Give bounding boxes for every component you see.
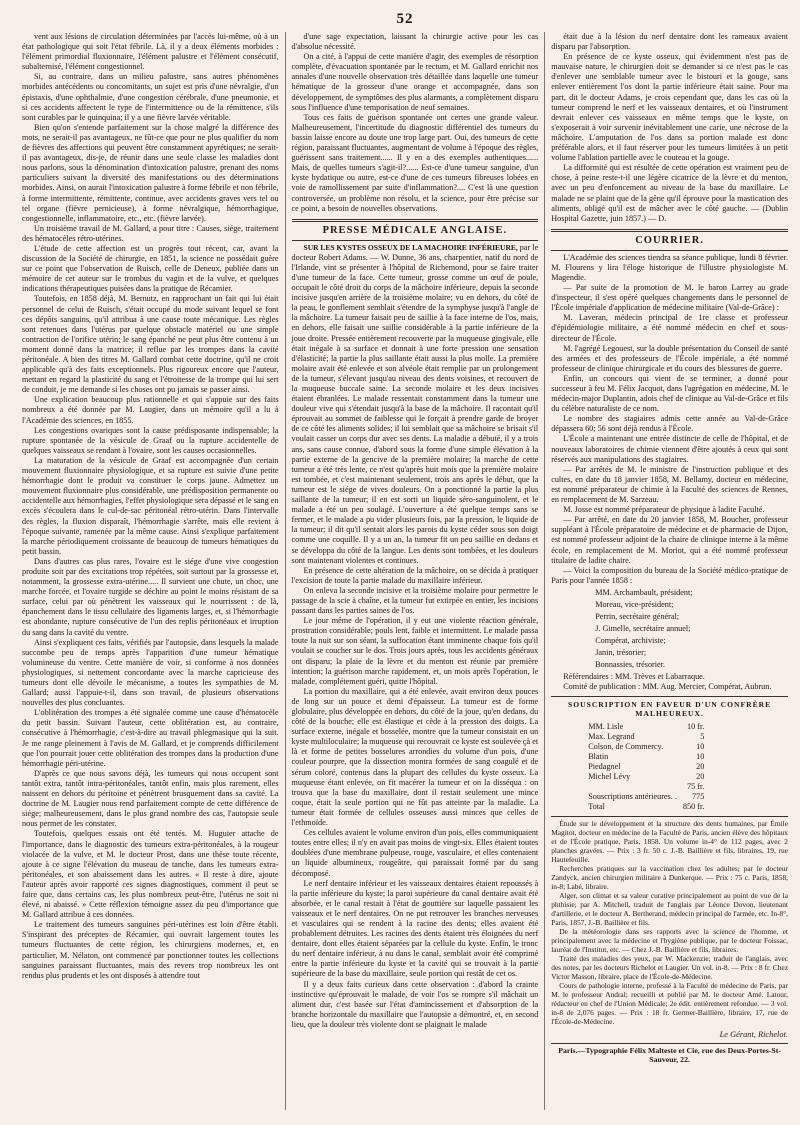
page-number: 52: [396, 11, 414, 27]
paragraph: Ces cellules avaient le volume environ d'un pois, elles communiquaient toutes entre elles; il n'y en avait pas moins de vingt-six. Elles étaient toutes doublées d'une membrane pulpeuse, rouge, vasculaire, et elles contenaient un liquide albumineux, rougeâtre, qui paraissait formé par du sang décomposé.: [291, 828, 539, 878]
paragraph-text: par le docteur Robert Adams. — W. Dunne, 36 ans, charpentier, natif du nord de l'Irlande, vint se présenter à l'hôpital de Richemond, pour se faire traiter d'une tumeur de la face. Cette tumeur, grosse comme un œuf de poule, occupait le côté droit du corps de la mâchoire inférieure, depuis la seconde incisive jusqu'en arrière de la troisième molaire; vu en dehors, du côté de la peau, le gonflement semblait s'étendre de la symphyse jusqu'à l'angle de la mâchoire. La tumeur faisait peu de saillie à la face interne de l'os, mais, en dehors, elle faisait une saillie considérable à la partie inférieure de la joue droite. Pressée entièrement recouverte par la muqueuse gingivale, elle était inégale à sa surface et donnait à une forte pression une sensation d'élasticité; la partie la plus saillante était aussi la plus molle. La première molaire avait été enlevée et son alvéole était remplie par un prolongement de la tumeur, s'élevant jusqu'au niveau des dents voisines, et recouvert de la muqueuse buccale saine. La seconde molaire et les deux incisives étaient ébranlées. Le malade ressentait constamment dans la tumeur une douleur vive qui s'étendait jusqu'à la base de la mâchoire. Il racontait qu'il éprouvait au sommet de faiblesse qui le forçait à prendre garde de broyer de ce côté les aliments solides; il lui semblait que sa mâchoire se brisait s'il voulait casser un corps dur avec ses dents. La maladie a débuté, il y a trois ans, sans cause connue, d'abord sous la forme d'une simple élévation à la partie externe de la gencive de la première molaire; la marche de cette tumeur a été très lente, ce n'est qu'après huit mois que la première molaire est tombée, et c'est maintenant seulement, trois ans après le début, que la tumeur est le siége de vives douleurs. On a ponctionné la partie la plus saillante de la tumeur; il en est sorti un liquide séro-sanguinolent, et le malade a été un peu soulagé. L'ouverture a été quelque temps sans se fermer, et le malade a pu vider plusieurs fois, par la pression, le liquide de la tumeur; il dit qu'il sentait alors les parois du kyste céder sous son doigt comme une coquille. Il y a un an, la tumeur fit un peu saillie en dedans et se développa du côté de la langue. Les dents sont tombées, et les douleurs sont maintenant violentes et continues.: [291, 242, 539, 565]
section-title-courrier: COURRIER.: [635, 234, 704, 246]
expectation-text: [292, 32, 539, 214]
paragraph: En présence de ce kyste osseux, qui évidemment n'est pas de mauvaise nature, le chirurgien doit se demander si ce n'est pas le cas d'enlever une semblable tumeur avec le bistouri et la gouge, sans enlever entièrement l'os dont la partie inférieure était saine. Pour ma part, dit le docteur Adams, je crois cependant que, dans les cas où la tumeur comprend le nerf et les vaisseaux dentaires, et où l'instrument devrait enlever ces vaisseaux en même temps que le kyste, on s'exposerait à voir survenir inévitablement une carie, une nécrose de la mâchoire. L'amputation de l'os dans sa portion malade est donc préférable alors, et il faut réserver pour les tumeurs limitées à un petit volume l'ablation partielle avec le couteau et la gouge.: [551, 52, 788, 163]
table-row: [585, 722, 707, 732]
paragraph: [292, 243, 539, 566]
divider: [551, 816, 788, 817]
bibliography-entry: Recherches pratiques sur la vaccination chez les adultes; par le docteur Zandyck, ancien chirurgien militaire à Dunkerque. — Prix : 75 c. Paris, 1858, in-8; Labé, libraire.: [551, 864, 788, 892]
subscriber-amount: 20: [696, 772, 705, 782]
table-row: [585, 762, 707, 772]
bibliography-entry: Alger, son climat et sa valeur curative principalement au point de vue de la phthisie; par A. Mitchell, traduit de l'anglais par Léonce Dovon, lieutenant d'artillerie, et le docteur A. Bertherand, médecin principal de l'armée, etc. In-8°, Paris, 1857, J.-B. Baillière et fils.: [551, 891, 788, 928]
column-middle: [285, 32, 546, 1110]
table-row: [585, 742, 707, 752]
gerant: Le Gérant, Richelot.: [719, 1030, 788, 1040]
paragraph: Le nombre des stagiaires admis cette année au Val-de-Grâce dépassera 60; 56 sont déjà rendus à l'École.: [551, 414, 788, 434]
paragraph: M. l'agrégé Legouest, sur la double présentation du Conseil de santé des armées et des professeurs de l'École impériale, a été nommé professeur de clinique chirurgicale et du cours des blessures de guerre.: [551, 343, 788, 373]
paragraph: Dans d'autres cas plus rares, l'ovaire est le siége d'une vive congestion produite soit par des excitations trop répétées, soit surtout par la grossesse et, notamment, la grossesse extra-utérine..... Il survient une chute, un choc, une marche forcée, et l'ovaire turgide se déchire au point le moins résistant de sa surface, celui par où pénètrent les vaisseaux qui le nourrissent : de là, épanchement dans le tissu cellulaire des ligaments larges, et, si l'hémorrhagie est abondante, rupture consécutive de l'un des replis péritonéaux et irruption du sang dans la cavité du ventre.: [22, 556, 279, 637]
paragraph: Le traitement des tumeurs sanguines péri-utérines est loin d'être établi. S'inspirant des préceptes de Récamier, qui ouvrait largement toutes les tumeurs fluctuantes de cette région, les chirurgiens modernes, et, en particulier, M. Nélaton, ont commencé par ponctionner toutes les collections sanguines paraissant fluctuantes, mais des revers trop nombreux les ont rendus plus prudents et les ont disposés à attendre tout: [22, 920, 279, 980]
paragraph: M. Josse est nommé préparateur de physique à ladite Faculté.: [563, 505, 765, 515]
paragraph: En présence de cette altération de la mâchoire, on se décida à pratiquer l'excision de toute la partie malade du maxillaire inférieur.: [291, 565, 539, 585]
paragraph: La difformité qui est résultée de cette opération est vraiment peu de chose, à peine reste-t-il une légère cicatrice de la lèvre et du menton, avec un peu d'enfoncement au niveau de la base du maxillaire. Le malade ne se plaint que de la gêne qu'il éprouve pour la mastication des aliments, obligé qu'il est de mâcher avec le côté gauche. — (Dublin Hospital Gazette, juin 1857.) — D.: [551, 163, 788, 223]
subscriber-amount: 10: [696, 752, 705, 762]
bibliography: [551, 819, 788, 1026]
columns: [22, 32, 788, 1110]
paragraph: vent aux lésions de circulation déterminées par l'accès lui-même, où à un état pathologique qui soit l'état fébrile. Là, il y a deux éléments morbides : l'élément primordial fluxionnaire, l'élément palustre et l'élément consécutif, subalternisé, l'élément congestionnel.: [22, 32, 279, 72]
bureau-member: Compérat, archiviste;: [595, 635, 666, 645]
paragraph: L'Académie des sciences tiendra sa séance publique, lundi 8 février. M. Flourens y lira l'éloge historique de l'illustre physiologiste M. Magendie.: [551, 252, 788, 282]
kystes-article-continued: [551, 32, 788, 224]
paragraph: La portion du maxillaire, qui a été enlevée, avait environ deux pouces de long sur un pouce et demi d'épaisseur. La tumeur est de forme globulaire, plus développée en dehors, du côté de la joue, qu'en dedans, du côté de la bouche; elle est élastique et cède à la pression des doigts. La surface externe, inégale et bosselée, montre que la tumeur consistait en un kyste multiloculaire; la muqueuse qui recouvrait ce kyste est soulevée çà et là et forme de petites bosselures arrondies du volume d'un pois, d'une couleur pourpre, que la dissection montra formées de sang coagulé et de sérum coloré, contenus dans la plupart des cellules du kyste osseux. La muqueuse étant enlevée, on fit macérer la tumeur et on la disséqua : on trouva que la base du maxillaire, dont il restait seulement une mince coque, était la seule portion qui ne fût pas atteinte par la maladie. La tumeur était formée de cellules osseuses aussi minces que celles de l'ethmoïde.: [291, 686, 539, 828]
previous-label: Souscriptions antérieures. .: [588, 792, 677, 802]
divider: [292, 240, 539, 241]
subscriber-amount: 20: [696, 762, 705, 772]
paragraph: Il y a deux faits curieux dans cette observation : d'abord la crainte instinctive qu'éprouvait le malade, de voir l'os se rompre s'il mâchait un aliment dur, c'est basée sur l'état d'amincissement et d'absorption de la branche horizontale du maxillaire que l'autopsie a démontré, et, en second lieu, que la douleur très violente dont se plaignait le malade: [291, 979, 539, 1029]
section-title-presse: PRESSE MÉDICALE ANGLAISE.: [322, 224, 508, 236]
previous-amount: 775: [692, 792, 705, 802]
subscriber-amount: 10 fr.: [686, 722, 705, 732]
paragraph: Le jour même de l'opération, il y eut une violente réaction générale, prostration considérable; pouls lent, faible et intermittent. Le malade passa toute la nuit sur son séant, la suffocation étant imminente chaque fois qu'il voulait se coucher sur le dos. Trois jours après, tous les accidents généraux ont disparu; la plaie de la lèvre et du menton est réunie par première intention; la guérison marche rapidement, et, un mois après l'opération, le malade, complétement guéri, quitte l'hôpital.: [291, 616, 539, 686]
table-row: [585, 772, 707, 782]
paragraph: Bien qu'on s'entende parfaitement sur la chose malgré la différence des mots, ne serait-il pas avantageux, ne fût-ce que pour ne plus qualifier du nom de fièvres des affections qui peuvent être constamment apyrétiques; ne serait-il pas avantageux, dis-je, de réunir dans une seule classe les maladies dont nous parlons, sous la dénomination d'intoxication palustre, prenant des noms particuliers suivant la diversité des manifestations ou des déterminations morbides. Ainsi, on aurait l'intoxication palustre à forme fébrile et non fébrile, à forme intermittente, rémittente, continue, avec accidents graves vers tel ou tel organe (fièvre pernicieuse), à forme névralgique, hémorrhagique, congestionnelle, inflammatoire, etc., etc. (fièvre larvée).: [22, 122, 279, 223]
paragraph: La maturation de la vésicule de Graaf est accompagnée d'un certain mouvement fluxionnaire physiologique, et sa rupture est suivie d'une petite hémorrhagie dont le produit va constituer le corps jaune. Admettez un mouvement fluxionnaire plus considérable, une prédisposition permanente ou accidentelle aux hémorrhagies, l'effet physiologique sera dépassé et le sang en excès s'écoulera dans le cul-de-sac péritonéal rétro-utérin. Dans l'intervalle des règles, la fluxion disparaît, l'hémorrhagie s'arrête, mais elle revient à l'époque suivante, ramenée par la même cause. Ainsi s'explique parfaitement la marche périodiquement croissante de beaucoup de tumeurs hématiques du petit bassin.: [22, 455, 279, 556]
bureau-member: Moreau, vice-président;: [595, 599, 674, 609]
paragraph: Le nerf dentaire inférieur et les vaisseaux dentaires étaient repoussés à la partie inférieure du kyste; la paroi supérieure du canal dentaire avait été absorbée, et le canal restait à l'état de gouttière sur laquelle passaient les vaisseaux et le nerf dentaires. On ne put retrouver les branches nerveuses et vasculaires qui se rendent à la racine des dents; elles avaient été probablement détruites. Les racines des dents étaient très éloignées du nerf dentaire, dont elles étaient séparées par la cellule du kyste. Enfin, le tronc du nerf dentaire inférieur, à nu dans le canal, semblait avoir été comprimé entre la partie inférieure du kyste et la cavité qui se trouvait à la partie supérieure de la base du maxillaire, seule portion qui restât de cet os.: [291, 878, 539, 979]
table-row: [585, 752, 707, 762]
divider: [551, 229, 788, 232]
subscriber-name: Max. Legrand: [588, 732, 635, 742]
subtotal: 75 fr.: [686, 782, 705, 792]
paragraph: Les congestions ovariques sont la cause prédisposante indispensable; la rupture spontanée de la vésicule de Graaf ou la rupture accidentelle de quelques vaisseaux se rendant à l'ovaire, sont les causes occasionnelles.: [22, 425, 279, 455]
subscriber-name: Blatin: [588, 752, 609, 762]
bureau-member: J. Gimelle, secrétaire annuel;: [595, 623, 691, 633]
paragraph: L'étude de cette affection est un progrès tout récent, car, avant la discussion de la Société de chirurgie, en 1851, la science ne possédait guère sur ce point que l'observation de Ruisch, celle de Deneux, publiée dans un mémoire de cet auteur sur le trombus du vagin et de la vulve, et quelques indications thérapeutiques puisées dans la pratique de Récamier.: [22, 243, 279, 294]
paragraph: — Par suite de la promotion de M. le baron Larrey au grade d'inspecteur, il s'est opéré quelques changements dans le personnel de l'École impériale d'application de médecine militaire (Val-de-Grâce) :: [551, 283, 788, 313]
bureau-member: MM. Archambault, président;: [595, 587, 693, 597]
bureau-list: [551, 588, 788, 670]
paragraph: — Voici la composition du bureau de la Société médico-pratique de Paris pour l'année 1858 :: [551, 565, 788, 585]
subscriber-name: Piedagnel: [588, 762, 621, 772]
bibliography-entry: De la météorologie dans ses rapports avec la science de l'homme, et principalement avec la médecine et l'hygiène publique, par le docteur Foissac, lauréat de l'Institut, etc. — Chez J.-B. Baillière et fils, libraires.: [551, 927, 788, 955]
column-right: [545, 32, 788, 1110]
paragraph: Un troisième travail de M. Gallard, a pour titre : Causes, siége, traitement des hématocèles rétro-utérines.: [22, 223, 279, 243]
column-left: [22, 32, 285, 1110]
bureau-member: Bonnassies, trésorier.: [595, 659, 666, 669]
bureau-member: Janin, trésorier;: [595, 647, 647, 657]
article-headline: SUR LES KYSTES OSSEUX DE LA MACHOIRE INFÉRIEURE,: [303, 242, 518, 252]
souscription-title: SOUSCRIPTION EN FAVEUR D'UN CONFRÈRE MALHEUREUX.: [567, 700, 772, 719]
souscription-table: [585, 722, 707, 812]
paragraph: On enleva la seconde incisive et la troisième molaire pour permettre le passage de la scie à chaîne, et la tumeur fut extirpée en entier, les incisions passant dans les parties saines de l'os.: [291, 585, 539, 616]
bibliography-entry: Cours de pathologie interne, professé à la Faculté de médecine de Paris, par M. le professeur Andral; recueilli et publié par M. le docteur Amé. Latour, rédacteur en chef de l'Union Médicale; 2e édit. entièrement refondue. — 3 vol. in-8 de 2,076 pages. — Prix : 18 fr. Germer-Baillière, libraire, 17, rue de l'École-de-Médecine.: [551, 981, 788, 1027]
subscriber-amount: 10: [696, 742, 705, 752]
imprint: Paris.—Typographie Félix Malteste et Cie, rue des Deux-Portes-St-Sauveur, 22.: [551, 1043, 788, 1064]
bibliography-entry: Étude sur le développement et la structure des dents humaines, par Émile Magitot, docteur en médecine de la Faculté de Paris, ancien élève des hôpitaux et de l'École pratique, Paris, 1858. Un volume in-4° de 112 pages, avec 2 planches gravées. — Prix : 3 fr. 50 c. J.-B. Baillière et fils, libraires, 19, rue Hautefeuille.: [551, 819, 788, 865]
paragraph: Enfin, un concours qui vient de se terminer, a donné pour successeur à feu M. Félix Jacquot, dans l'agrégation en médecine, M. le médecin-major Duplantin, adois chef de clinique au Val-de-Grâce et fils du célèbre naturaliste de ce nom.: [551, 373, 788, 414]
comite-publication: Comité de publication : MM. Aug. Mercier, Compérat, Aubrun.: [563, 681, 772, 691]
paragraph: Toutefois, quelques essais ont été tentés. M. Huguier attache de l'importance, dans le diagnostic des tumeurs extra-péritonéales, à la rougeur violacée de la vulve, et M. le docteur Prost, dans une thèse toute récente, ajoute à ce signe l'élévation du museau de tanche, dans les tumeurs extra-péritonéales, et son abaissement dans les autres. « Il reste à dire, ajoute l'auteur après avoir rapporté ces signes diagnostiques, comment il peut se faire que, dans certains cas, les plus nombreux peut-être, l'utérus ne soit ni élevé, ni abaissé. » Cette réflexion témoigne assez du peu d'importance que M. Gallard attribue à ces données.: [22, 829, 279, 920]
paragraph: M. Laveran, médecin principal de 1re classe et professeur d'épidémiologie militaire, a été nommé médecin en chef et sous-directeur de l'École.: [551, 313, 788, 343]
bureau-member: Perrin, secrétaire général;: [595, 611, 680, 621]
subscriber-name: Michel Lévy: [588, 772, 631, 782]
paragraph: Si, au contraire, dans un milieu palustre, sans autres phénomènes morbides antécédents ou concomitants, un sujet est pris d'une névralgie, d'un épistaxis, d'une ophthalmie, d'une congestion cérébrale, d'une pneumonie, et si ces accidents affectent le type de l'intermittence ou de la rémittence, s'ils sont curables par le quinquina; il y a une fièvre larvée véritable.: [22, 72, 279, 122]
paragraph: D'après ce que nous savons déjà, les tumeurs qui nous occupent sont tantôt extra, tantôt intra-péritonéales, tantôt enfin, mais plus rarement, elles naissent en dehors du péritoine et pénètrent brusquement dans sa cavité. La doctrine de M. Laugier nous rend parfaitement compte de cette différence de siége; malheureusement, dans le plus grand nombre des cas, l'autopsie seule nous permet de les constater.: [22, 768, 279, 829]
paragraph: Ainsi s'expliquent ces faits, vérifiés par l'autopsie, dans lesquels la malade succombe peu de temps après l'apparition d'une tumeur hématique volumineuse du ventre. Cette manière de voir, si conforme à nos données physiologiques, si nettement concordante avec la marche capricieuse des tumeurs dont elle dévoile le mécanisme, a toutes les sympathies de M. Gallard; aussi l'appuie-t-il, dans son travail, de plusieurs observations nouvelles des plus concluantes.: [22, 637, 279, 708]
divider: [551, 696, 788, 697]
divider: [292, 219, 539, 222]
table-row: [585, 732, 707, 742]
paragraph: L'oblitération des trompes a été signalée comme une cause d'hématocèle du petit bassin. Suivant l'auteur, cette oblitération est, au contraire, consécutive à l'hémorrhagie, c'est-à-dire au travail phlegmasique qui la suit. Je me range pleinement à l'avis de M. Gallard, et je comprends difficilement que l'on pourrait jouer cette oblitération des trompes dans la production d'une hémorrhagie péri-utérine.: [22, 708, 279, 768]
subscriber-name: MM. Lisle: [588, 722, 624, 732]
kystes-article: [292, 243, 539, 1030]
courrier-text: [551, 253, 788, 586]
paragraph: Une explication beaucoup plus rationnelle et qui s'appuie sur des faits nombreux a été donnée par M. Laugier, dans un mémoire qu'il a lu à l'Académie des sciences, en 1855.: [22, 395, 279, 425]
subscriber-name: Colson, de Commercy.: [588, 742, 664, 752]
paragraph: était due à la lésion du nerf dentaire dont les rameaux avaient disparu par l'absorption.: [551, 32, 788, 52]
bibliography-entry: Traité des maladies des yeux, par W. Mackenzie; traduit de l'anglais, avec des notes, par les docteurs Richelot et Laugier. Un vol. in-8. — Prix : 8 fr. Chez Victor Masson, libraire, place de l'École-de-Médecine.: [551, 954, 788, 982]
paragraph: L'École a maintenant une entrée distincte de celle de l'hôpital, et de nouveaux laboratoires de chimie viennent d'être ajoutés à ceux qui sont réservés aux manipulations des stagiaires.: [551, 434, 788, 464]
paragraph: d'une sage expectation, laissant la chirurgie active pour les cas d'absolue nécessité.: [291, 32, 539, 52]
paragraph: On a cité, à l'appui de cette manière d'agir, des exemples de résorption complète, d'évacuation spontanée par le rectum, et M. Gallard enrichit nos annales d'une nouvelle observation très détaillée dans laquelle une tumeur hématique de la grosseur d'une orange et accompagnée, dans son développement, de symptômes des plus alarmants, a complètement disparu sous l'influence d'une temporisation de neuf semaines.: [291, 52, 539, 112]
divider: [551, 250, 788, 251]
total-label: Total: [588, 802, 605, 812]
total-amount: 850 fr.: [682, 802, 705, 812]
paragraph: — Par arrêtés de M. le ministre de l'instruction publique et des cultes, en date du 18 janvier 1858, M. Bellamy, docteur en médecine, est nommé préparateur de chimie à la Faculté des sciences de Rennes, en remplacement de M. Sarzeau.: [551, 464, 788, 505]
subscriber-amount: 5: [700, 732, 705, 742]
paragraph: — Par arrêté, en date du 20 janvier 1858, M. Boucher, professeur suppléant à l'École préparatoire de médecine et de pharmacie de Dijon, est nommé professeur adjoint de la chaire de clinique interne à la même école, en remplacement de M. Moriot, qui a été nommé professeur titulaire de ladite chaire.: [551, 515, 788, 565]
paragraph: Toutefois, en 1858 déjà, M. Bernutz, en rapprochant un fait qui lui était personnel de celui de Ruisch, s'était occupé du mode suivant lequel se font ces dépôts sanguins, qu'il attribua à une cause toute mécanique. Les règles sont retenues dans l'utérus par quelque obstacle matériel ou une simple contraction de l'orifice utérin; le sang épanché ne peut plus être contenu à un moment donné dans la matrice; il reflue par les trompes dans la cavité péritonéale. A bien des titres M. Gallard combat cette doctrine, qu'il ne croit applicable qu'à des faits exceptionnels. Plus rigoureux encore que l'auteur, mettant en regard la plasticité du sang et l'étroitesse de la trompe qui lui sert de conduit, je me demande si les choses ont pu jamais se passer ainsi.: [22, 294, 279, 395]
referendaires: Référendaires : MM. Trèves et Labarraque.: [563, 671, 705, 681]
paragraph: Tous ces faits de guérison spontanée ont certes une grande valeur. Malheureusement, l'incertitude du diagnostic différentiel des tumeurs du bassin laisse encore au doute une trop large part. Oui, des tumeurs de cette région, paraissant fluctuantes, augmentant de volume à l'époque des règles, guérissent sans traitement...... Il y en a des exemples authentiques...... Mais, de quelles tumeurs s'agit-il?...... Est-ce d'une tumeur sanguine, d'un kyste hydatique ou autre, est-ce d'une de ces tumeurs fibreuses lobées en voie de ramollissement par suite d'inflammation?.... C'est là une question controversée, un problème non résolu, et la science, pour être précise sur ce point, a besoin de nouvelles observations.: [291, 112, 539, 213]
